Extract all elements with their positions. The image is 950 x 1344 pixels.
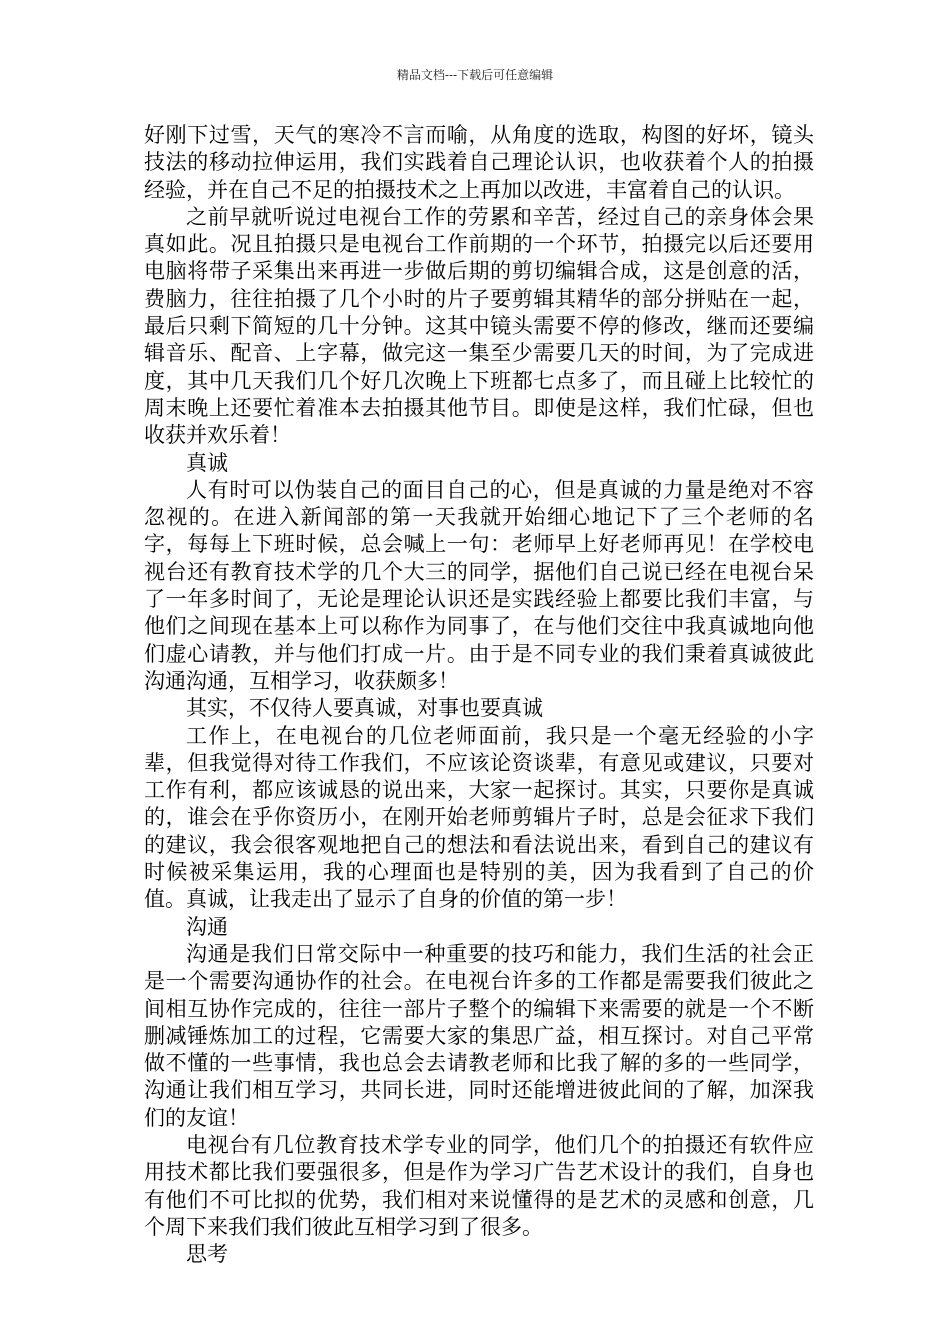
section-heading-sincerity: 真诚 <box>186 450 228 475</box>
paragraph: 工作上，在电视台的几位老师面前，我只是一个毫无经验的小字辈，但我觉得对待工作我们，不应该论资谈辈，有意见或建议，只要对工作有利，都应该诚恳的说出来，大家一起探讨。其实，只要你是真诚的，谁会在乎你资历小，在刚开始老师剪辑片子时，总是会征求下我们的建议，我会很客观地把自己的想法和看法说出来，看到自己的建议有时候被采集运用，我的心理面也是特别的美，因为我看到了自己的价值。真诚，让我走出了显示了自身的价值的第一步！ <box>144 723 814 912</box>
paragraph-continuation: 好刚下过雪，天气的寒冷不言而喻，从角度的选取，构图的好坏，镜头技法的移动拉伸运用，我们实践着自己理论认识，也收获着个人的拍摄经验，并在自己不足的拍摄技术之上再加以改进，丰富着自己的认识。 <box>144 123 814 202</box>
subheading-sincerity-at-work: 其实，不仅待人要真诚，对事也要真诚 <box>186 696 543 721</box>
page-header: 精品文档---下载后可任意编辑 <box>396 68 554 82</box>
paragraph: 人有时可以伪装自己的面目自己的心，但是真诚的力量是绝对不容忽视的。在进入新闻部的第一天我就开始细心地记下了三个老师的名字，每每上下班时候，总会喊上一句：老师早上好老师再见！在学校电视台还有教育技术学的几个大三的同学，据他们自己说已经在电视台呆了一年多时间了，无论是理论认识还是实践经验上都要比我们丰富，与他们之间现在基本上可以称作为同事了，在与他们交往中我真诚地向他们虚心请教，并与他们打成一片。由于是不同专业的我们秉着真诚彼此沟通沟通，互相学习，收获颇多！ <box>144 477 814 693</box>
paragraph: 沟通是我们日常交际中一种重要的技巧和能力，我们生活的社会正是一个需要沟通协作的社会。在电视台许多的工作都是需要我们彼此之间相互协作完成的，往往一部片子整个的编辑下来需要的就是一个不断删减锤炼加工的过程，它需要大家的集思广益，相互探讨。对自己平常做不懂的一些事情，我也总会去请教老师和比我了解的多的一些同学，沟通让我们相互学习，共同长进，同时还能增进彼此间的了解，加深我们的友谊！ <box>144 941 814 1130</box>
document-body <box>144 122 814 1268</box>
paragraph: 之前早就听说过电视台工作的劳累和辛苦，经过自己的亲身体会果真如此。况且拍摄只是电视台工作前期的一个环节，拍摄完以后还要用电脑将带子采集出来再进一步做后期的剪切编辑合成，这是创意的活，费脑力，往往拍摄了几个小时的片子要剪辑其精华的部分拼贴在一起，最后只剩下简短的几十分钟。这其中镜头需要不停的修改，继而还要编辑音乐、配音、上字幕，做完这一集至少需要几天的时间，为了完成进度，其中几天我们几个好几次晚上下班都七点多了，而且碰上比较忙的周末晚上还要忙着准本去拍摄其他节目。即使是这样，我们忙碌，但也收获并欢乐着！ <box>144 204 814 448</box>
section-heading-communication: 沟通 <box>186 914 228 939</box>
section-heading-reflection: 思考 <box>186 1242 228 1267</box>
paragraph: 电视台有几位教育技术学专业的同学，他们几个的拍摄还有软件应用技术都比我们要强很多，但是作为学习广告艺术设计的我们，自身也有他们不可比拟的优势，我们相对来说懂得的是艺术的灵感和创意，几个周下来我们我们彼此互相学习到了很多。 <box>144 1132 814 1239</box>
